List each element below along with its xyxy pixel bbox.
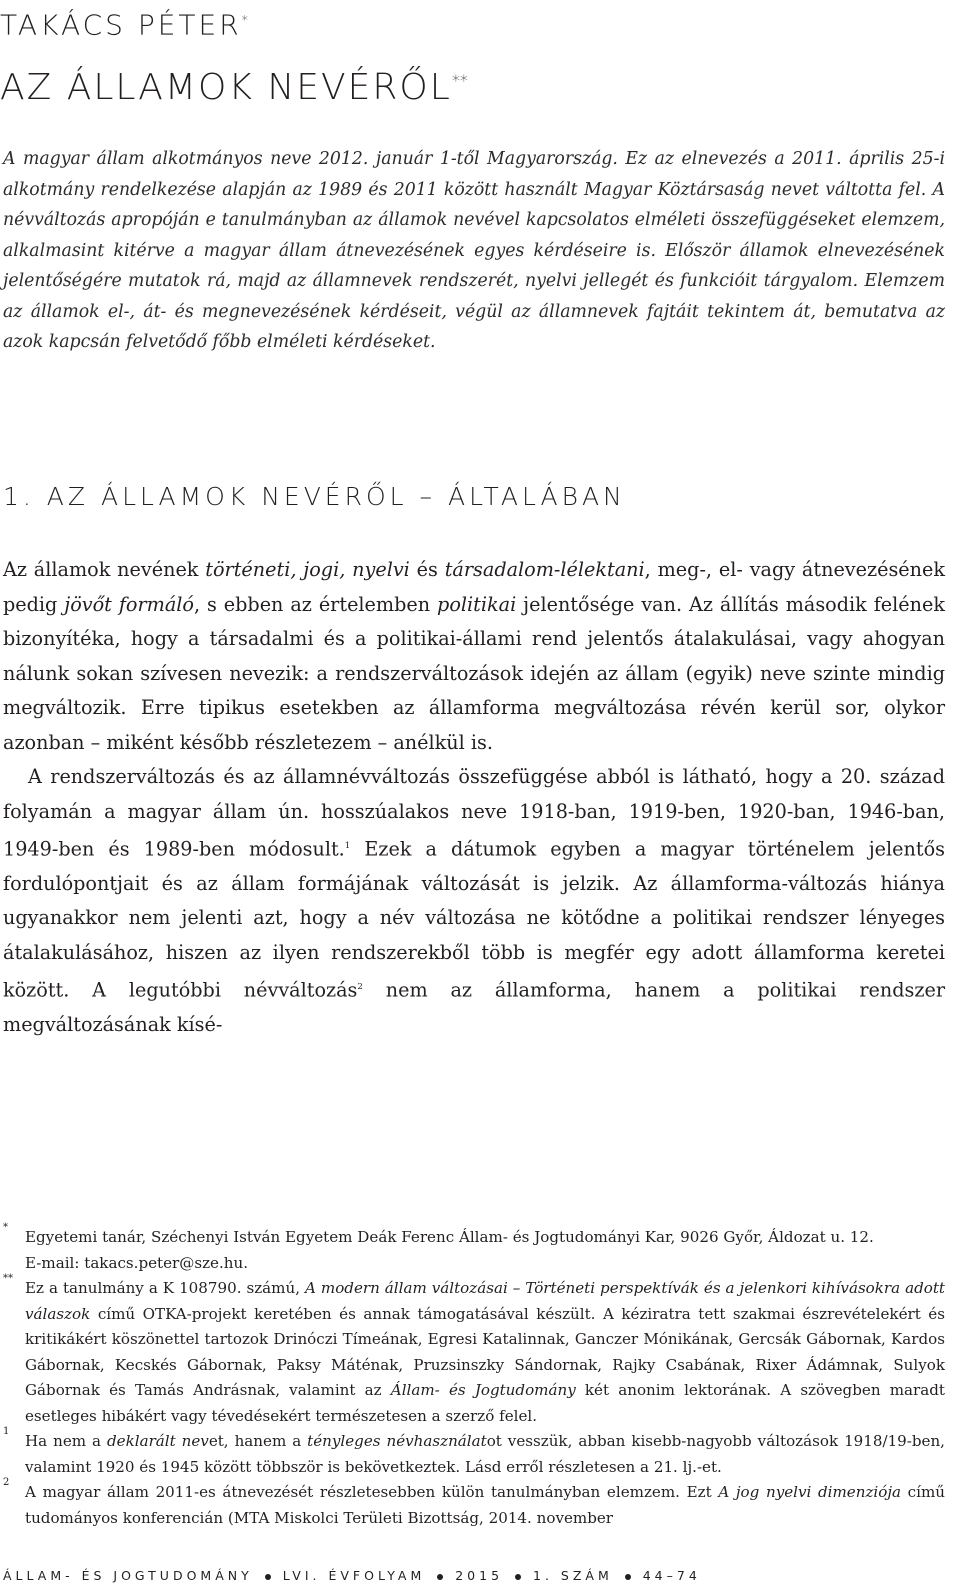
year: 2015 <box>455 1568 504 1583</box>
journal-name: ÁLLAM- ÉS JOGTUDOMÁNY <box>3 1568 253 1583</box>
footnote-mark: 1 <box>3 1426 10 1437</box>
bullet-separator <box>515 1574 521 1580</box>
footnote-ref[interactable]: 1 <box>344 841 351 851</box>
paragraph: A rendszerváltozás és az államnévváltozás összefüggése abból is látható, hogy a 20. század folyamán a magyar állam ún. hosszúalakos neve 1918-ban, 1919-ben, 1920-ban, 1946-ban, 1949-ben és 1989-ben módosult.$^1$ Ezek a dátumok egyben a magyar történelem jelentős fordulópontjait és az állam formájának változását is jelzik. Az államforma-változás hiánya ugyanakkor nem jelenti azt, hogy a név változása ne kötődne a politikai rendszer lényeges átalakulásához, hiszen az ilyen rendszerekből több is megfér egy adott államforma keretei között. A legutóbbi névváltozás$^2$ nem az államforma, hanem a politikai rendszer megváltozásának kísé- <box>3 765 946 1037</box>
footnote: 2 A magyar állam 2011-es átnevezését részletesebben külön tanulmányban elemzem. Ezt A jog nyelvi dimenziója című tudományos konferencián (MTA Miskolci Területi Bizottság, 2014. november <box>3 1477 945 1527</box>
title-footnote-mark: ** <box>451 71 469 90</box>
page-range: 44–74 <box>642 1568 701 1583</box>
paragraph: Az államok nevének történeti, jogi, nyelvi és társadalom-lélektani, meg-, el- vagy átnevezésének pedig jövőt formáló, s ebben az értelemben politikai jelentősége van. Az állítás második felének bizonyítéka, hogy a társadalmi és a politikai-állami rend jelentős átalakulásai, vagy ahogyan nálunk sokan szívesen nevezik: a rendszerváltozások idején az állam (egyik) neve szinte mindig megváltozik. Erre tipikus esetekben az államforma megváltozása révén kerül sor, olykor azonban – miként később részletezem – anélkül is. <box>3 558 945 754</box>
footnote: 1 Ha nem a deklarált nevet, hanem a tényleges névhasználatot vesszük, abban kisebb-nagyobb változások 1918/19-ben, valamint 1920 és 1945 között többször is bekövetkeztek. Lásd erről részletesen a 21. lj.-et. <box>3 1426 945 1476</box>
footnote-ref[interactable]: 2 <box>357 982 363 993</box>
footnote-mark: ** <box>3 1273 13 1284</box>
bullet-separator <box>625 1574 631 1580</box>
author-footnote-mark: * <box>241 12 248 27</box>
footnote-mark: * <box>3 1222 8 1233</box>
footnote-mark: 2 <box>3 1477 10 1488</box>
footnote: * Egyetemi tanár, Széchenyi István Egyetem Deák Ferenc Állam- és Jogtudományi Kar, 9026 Győr, Áldozat u. 12. E-mail: takacs.peter@sze.hu. <box>3 1225 945 1276</box>
issue: 1. SZÁM <box>533 1568 613 1583</box>
abstract: A magyar állam alkotmányos neve 2012. január 1-től Magyarország. Ez az elnevezés a 2011. április 25-i alkotmány rendelkezése alapján az 1989 és 2011 között használt Magyar Köztársaság nevet váltotta fel. A névváltozás apropóján e tanulmányban az államok nevével kapcsolatos elméleti összefüggéseket elemzem, alkalmasint kitérve a magyar állam átnevezésének egyes kérdéseire is. Először államok elnevezésének jelentőségére mutatok rá, majd az államnevek rendszerét, nyelvi jellegét és funkcióit tárgyalom. Elemzem az államok el-, át- és megnevezésének kérdéseit, végül az államnevek fajtáit tekintem át, bemutatva az azok kapcsán felvetődő főbb elméleti kérdéseket. <box>3 149 945 352</box>
article-title: AZ ÁLLAMOK NEVÉRŐL** <box>0 67 469 108</box>
footnote: ** Ez a tanulmány a K 108790. számú, A modern állam változásai – Történeti perspektívák és a jelenkori kihívásokra adott válaszok című OTKA-projekt keretében és annak támogatásával készült. A kéziratra tett szakmai észrevételekért és kritikákért köszönettel tartozok Drinóczi Tímeának, Egresi Katalinnak, Ganczer Mónikának, Gercsák Gábornak, Kardos Gábornak, Kecskés Gábornak, Paksy Máténak, Pruzsinszky Sándornak, Rajky Csabának, Rixer Ádámnak, Sulyok Gábornak és Tamás Andrásnak, valamint az Állam- és Jogtudomány két anonim lektorának. A szövegben maradt esetleges hibákért vagy tévedésekért természetesen a szerző felel. <box>3 1273 945 1425</box>
author-name: TAKÁCS PÉTER* <box>0 8 248 42</box>
bullet-separator <box>437 1574 443 1580</box>
section-heading: 1. AZ ÁLLAMOK NEVÉRŐL – ÁLTALÁBAN <box>3 482 626 511</box>
body-text <box>3 553 945 1043</box>
volume: LVI. ÉVFOLYAM <box>282 1568 426 1583</box>
running-footer <box>3 1568 943 1584</box>
bullet-separator <box>265 1574 271 1580</box>
email-text: E-mail: takacs.peter@sze.hu. <box>25 1253 249 1272</box>
footnotes <box>3 1222 945 1531</box>
